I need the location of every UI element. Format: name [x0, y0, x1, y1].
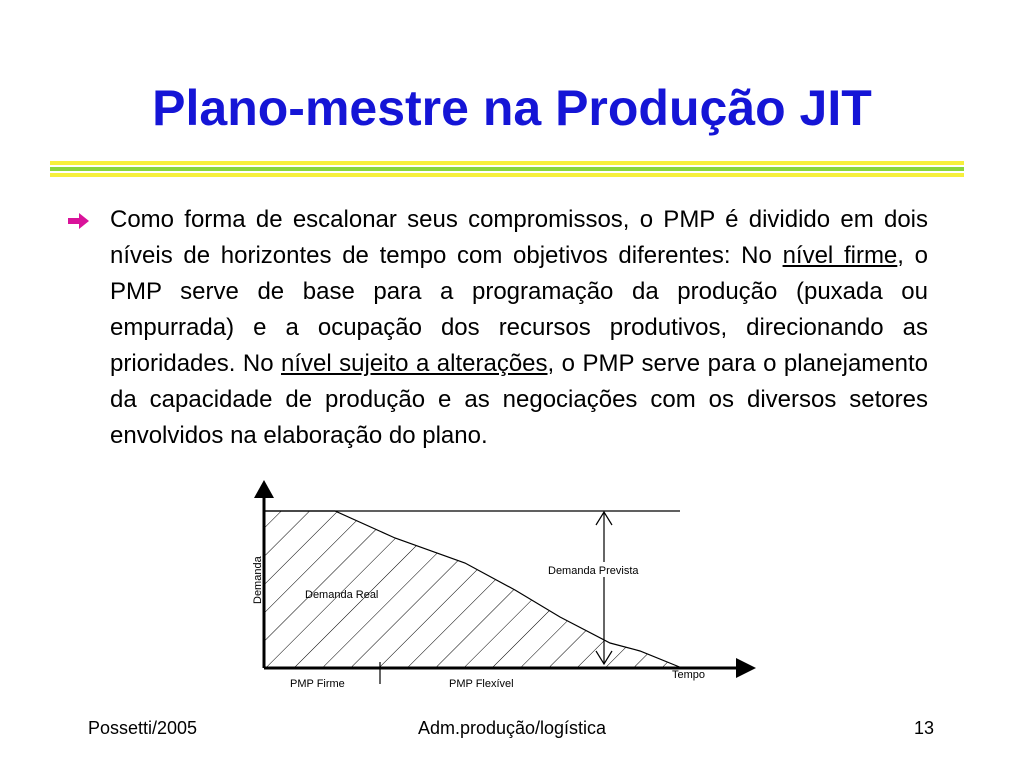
body-text-part-3: , o PMP serve para o planejamento da capacidade de produção e as negociações com os diversos setores envolvidos na elaboração do plano.: [110, 350, 929, 449]
body-text-part-2: , o PMP serve de base para a programação da produção (puxada ou empurrada) e a ocupação dos recursos produtivos, direcionando as prioridades. No: [110, 242, 929, 377]
term-nivel-sujeito: nível sujeito a alterações: [281, 350, 548, 377]
page-number: 13: [914, 718, 935, 738]
footer-author: Possetti/2005: [88, 718, 198, 738]
forecast-demand-label: Demanda Prevista: [548, 565, 639, 577]
footer-course: Adm.produção/logística: [417, 718, 607, 738]
pmp-flexible-label: PMP Flexível: [449, 678, 514, 690]
term-nivel-firme: nível firme: [782, 242, 898, 269]
y-axis-arrow-icon: [254, 480, 274, 498]
slide-title: Plano-mestre na Produção JIT: [152, 80, 872, 136]
pmp-firm-label: PMP Firme: [290, 678, 345, 690]
body-text-part-1: Como forma de escalonar seus compromissos, o PMP é dividido em dois níveis de horizontes de tempo com objetivos diferentes: No: [110, 206, 928, 269]
x-axis-label: Tempo: [672, 669, 706, 681]
real-demand-label: Demanda Real: [305, 589, 379, 601]
x-axis-arrow-icon: [736, 658, 756, 678]
y-axis-label: Demanda: [252, 556, 264, 604]
